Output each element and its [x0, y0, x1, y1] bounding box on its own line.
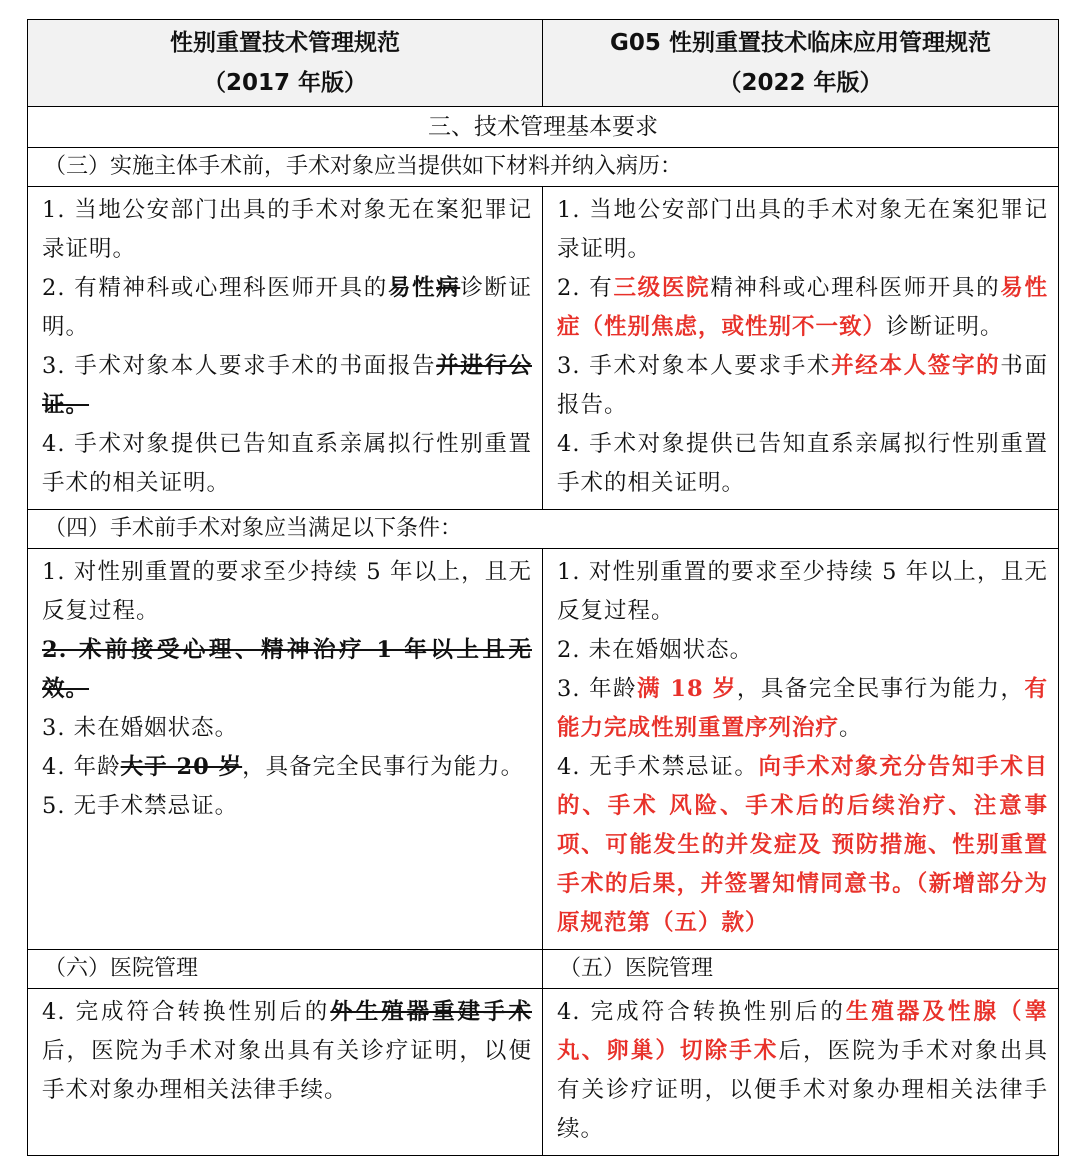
text-span: 书面报告。	[557, 353, 1048, 418]
text-span: 后，医院为手术对象出具有关诊疗证明，以便手术对象办理相关法律手续。	[42, 1038, 532, 1103]
list-item	[557, 748, 1048, 943]
bold-term: 易性	[387, 275, 437, 301]
text-span: 精神科或心理科医师开具的	[710, 275, 1001, 301]
list-item: 1. 当地公安部门出具的手术对象无在案犯罪记录证明。	[42, 197, 532, 262]
text-span: 2. 有精神科或心理科医师开具的	[42, 275, 388, 301]
header-2017	[28, 20, 543, 107]
conditions-2022	[543, 549, 1059, 950]
header-2022	[543, 20, 1059, 107]
sub6-row	[28, 950, 1059, 989]
list-item	[42, 993, 532, 1110]
changed-text: 满 18 岁	[637, 676, 737, 702]
list-item	[42, 269, 532, 347]
text-span: 3. 手术对象本人要求手术	[557, 353, 832, 379]
materials-row	[28, 187, 1059, 510]
sub4-row	[28, 510, 1059, 549]
conditions-row	[28, 549, 1059, 950]
text-span: ，具备完全民事行为能力。	[242, 754, 525, 780]
header-2022-edition: （2022 年版）	[718, 70, 883, 96]
materials-2017	[28, 187, 543, 510]
struck-text: 病	[436, 275, 461, 301]
list-item	[557, 269, 1048, 347]
list-item: 1. 对性别重置的要求至少持续 5 年以上，且无反复过程。	[557, 559, 1048, 624]
hospital-2022	[543, 989, 1059, 1156]
list-item	[557, 670, 1048, 748]
list-item	[42, 347, 532, 425]
list-item: 4. 手术对象提供已告知直系亲属拟行性别重置手术的相关证明。	[42, 431, 532, 496]
comparison-table	[27, 19, 1059, 1156]
list-item: 1. 当地公安部门出具的手术对象无在案犯罪记录证明。	[557, 197, 1048, 262]
list-item: 2. 未在婚姻状态。	[557, 637, 754, 663]
subsection-4-title: （四）手术前手术对象应当满足以下条件：	[28, 510, 1059, 549]
text-span: 3. 手术对象本人要求手术的书面报告	[42, 353, 437, 379]
text-span: 4. 完成符合转换性别后的	[557, 999, 846, 1025]
list-item	[42, 748, 532, 787]
hospital-2017	[28, 989, 543, 1156]
struck-text: 。	[65, 392, 90, 418]
sub3-row	[28, 148, 1059, 187]
changed-text: 三级医院	[613, 275, 711, 301]
header-2017-title: 性别重置技术管理规范	[170, 30, 400, 56]
list-item: 2. 术前接受心理、精神治疗 1 年以上且无效。	[42, 637, 532, 702]
list-item	[557, 993, 1048, 1149]
subsection-hospital-2017: （六）医院管理	[28, 950, 543, 989]
text-span: 3. 年龄	[557, 676, 638, 702]
changed-text: 向手术对象充分告知手术目的、手术 风险、手术后的后续治疗、注意事项、可能发生的并发症及 预防措施、性别重置手术的后果，并签署知情同意书。（新增部分为原规范第（五）款）	[557, 754, 1048, 936]
list-item: 5. 无手术禁忌证。	[42, 793, 239, 819]
list-item: 4. 手术对象提供已告知直系亲属拟行性别重置手术的相关证明。	[557, 431, 1048, 496]
struck-text: 并进行公证	[42, 353, 532, 418]
struck-text: 大于 20 岁	[120, 754, 243, 780]
changed-text: 易性症（性别焦虑，或性别不一致）	[557, 275, 1048, 340]
header-2022-title: G05 性别重置技术临床应用管理规范	[610, 30, 991, 56]
struck-text: 外生殖器重建手术	[330, 999, 532, 1025]
text-span: 。	[839, 715, 863, 741]
section-row	[28, 107, 1059, 148]
conditions-2017	[28, 549, 543, 950]
list-item: 1. 对性别重置的要求至少持续 5 年以上，且无反复过程。	[42, 559, 532, 624]
hospital-row	[28, 989, 1059, 1156]
header-2017-edition: （2017 年版）	[202, 70, 368, 96]
text-span: 诊断证明。	[42, 275, 532, 340]
header-row	[28, 20, 1059, 107]
text-span: 后，医院为手术对象出具有关诊疗证明，以便手术对象办理相关法律手续。	[557, 1038, 1048, 1142]
changed-text: 生殖器及性腺（睾丸、卵巢）切除手术	[557, 999, 1048, 1064]
text-span: 2. 有	[557, 275, 614, 301]
text-span: 4. 无手术禁忌证。	[557, 754, 759, 780]
list-item: 3. 未在婚姻状态。	[42, 715, 239, 741]
materials-2022	[543, 187, 1059, 510]
subsection-3-title: （三）实施主体手术前，手术对象应当提供如下材料并纳入病历：	[28, 148, 1059, 187]
changed-text: 有能力完成性别重置序列治疗	[557, 676, 1048, 741]
changed-text: 并经本人签字的	[831, 353, 1001, 379]
text-span: 4. 年龄	[42, 754, 121, 780]
text-span: 诊断证明。	[886, 314, 1004, 340]
list-item	[557, 347, 1048, 425]
text-span: 4. 完成符合转换性别后的	[42, 999, 331, 1025]
text-span: ，具备完全民事行为能力，	[736, 676, 1025, 702]
section-title: 三、技术管理基本要求	[28, 107, 1059, 148]
subsection-hospital-2022: （五）医院管理	[543, 950, 1059, 989]
